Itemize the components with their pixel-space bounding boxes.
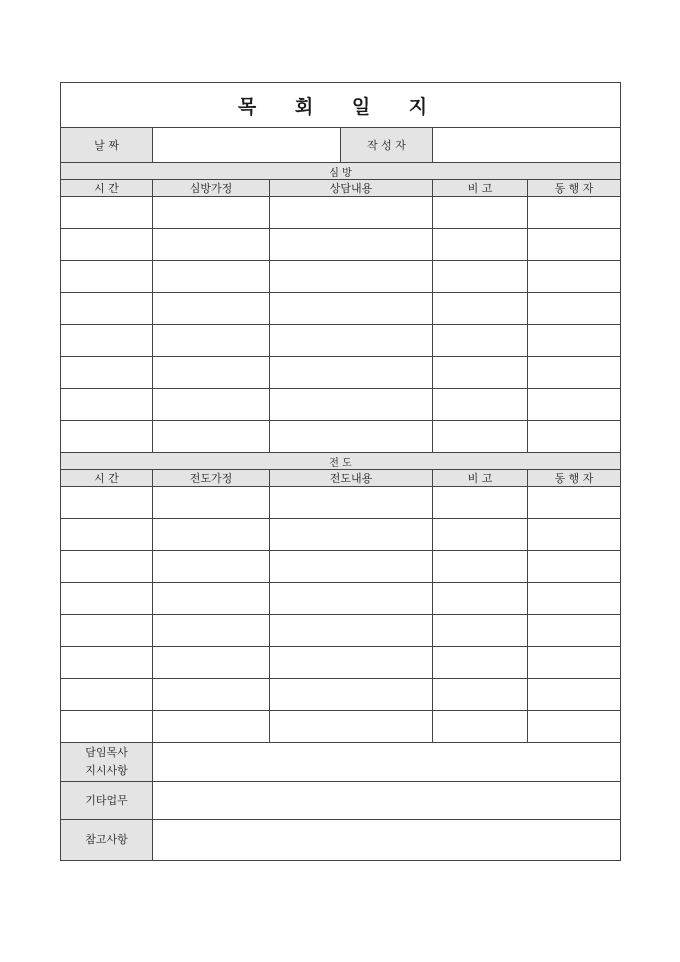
- evangelism-remarks-cell[interactable]: [433, 487, 528, 519]
- evangelism-time-cell[interactable]: [61, 487, 153, 519]
- visit-time-cell[interactable]: [61, 261, 153, 293]
- date-field[interactable]: [153, 128, 341, 163]
- visit-household-cell[interactable]: [153, 229, 270, 261]
- visit-household-cell[interactable]: [153, 293, 270, 325]
- evangelism-remarks-cell[interactable]: [433, 583, 528, 615]
- evangelism-companion-cell[interactable]: [528, 711, 621, 743]
- evangelism-companion-cell[interactable]: [528, 615, 621, 647]
- visit-table-row: [61, 293, 621, 325]
- visit-time-cell[interactable]: [61, 325, 153, 357]
- visit-remarks-cell[interactable]: [433, 293, 528, 325]
- evangelism-household-cell[interactable]: [153, 679, 270, 711]
- visit-companion-cell[interactable]: [528, 293, 621, 325]
- evangelism-table-row: [61, 615, 621, 647]
- visit-companion-cell[interactable]: [528, 229, 621, 261]
- visit-household-cell[interactable]: [153, 357, 270, 389]
- evangelism-col-content: 전도내용: [270, 470, 433, 487]
- visit-section-header: 심 방: [61, 163, 621, 180]
- other-duties-field[interactable]: [153, 782, 621, 820]
- evangelism-table-row: [61, 583, 621, 615]
- visit-remarks-cell[interactable]: [433, 197, 528, 229]
- visit-time-cell[interactable]: [61, 357, 153, 389]
- visit-remarks-cell[interactable]: [433, 357, 528, 389]
- author-field[interactable]: [433, 128, 621, 163]
- author-label: 작 성 자: [341, 128, 433, 163]
- evangelism-remarks-cell[interactable]: [433, 711, 528, 743]
- visit-content-cell[interactable]: [270, 197, 433, 229]
- evangelism-section-header: 전 도: [61, 453, 621, 470]
- visit-companion-cell[interactable]: [528, 197, 621, 229]
- visit-table-row: [61, 197, 621, 229]
- evangelism-col-remarks: 비 고: [433, 470, 528, 487]
- visit-content-cell[interactable]: [270, 261, 433, 293]
- visit-companion-cell[interactable]: [528, 261, 621, 293]
- other-duties-label: 기타업무: [61, 782, 153, 820]
- visit-table-row: [61, 389, 621, 421]
- visit-companion-cell[interactable]: [528, 357, 621, 389]
- evangelism-col-household: 전도가정: [153, 470, 270, 487]
- visit-time-cell[interactable]: [61, 389, 153, 421]
- evangelism-remarks-cell[interactable]: [433, 519, 528, 551]
- evangelism-companion-cell[interactable]: [528, 487, 621, 519]
- evangelism-time-cell[interactable]: [61, 519, 153, 551]
- evangelism-rows: [61, 487, 621, 743]
- visit-companion-cell[interactable]: [528, 325, 621, 357]
- visit-table-row: [61, 229, 621, 261]
- evangelism-content-cell[interactable]: [270, 679, 433, 711]
- evangelism-household-cell[interactable]: [153, 711, 270, 743]
- evangelism-companion-cell[interactable]: [528, 551, 621, 583]
- visit-content-cell[interactable]: [270, 325, 433, 357]
- evangelism-content-cell[interactable]: [270, 647, 433, 679]
- visit-content-cell[interactable]: [270, 293, 433, 325]
- evangelism-household-cell[interactable]: [153, 615, 270, 647]
- evangelism-table-row: [61, 679, 621, 711]
- evangelism-col-companion: 동 행 자: [528, 470, 621, 487]
- pastor-instructions-field[interactable]: [153, 743, 621, 782]
- visit-time-cell[interactable]: [61, 197, 153, 229]
- evangelism-household-cell[interactable]: [153, 647, 270, 679]
- visit-companion-cell[interactable]: [528, 389, 621, 421]
- visit-col-time: 시 간: [61, 180, 153, 197]
- evangelism-time-cell[interactable]: [61, 711, 153, 743]
- evangelism-household-cell[interactable]: [153, 487, 270, 519]
- evangelism-content-cell[interactable]: [270, 615, 433, 647]
- visit-table-row: [61, 261, 621, 293]
- evangelism-time-cell[interactable]: [61, 583, 153, 615]
- visit-household-cell[interactable]: [153, 197, 270, 229]
- evangelism-household-cell[interactable]: [153, 519, 270, 551]
- evangelism-content-cell[interactable]: [270, 711, 433, 743]
- pastor-instructions-line2: 지시사항: [85, 764, 128, 777]
- evangelism-table-row: [61, 711, 621, 743]
- evangelism-time-cell[interactable]: [61, 551, 153, 583]
- evangelism-time-cell[interactable]: [61, 679, 153, 711]
- evangelism-time-cell[interactable]: [61, 647, 153, 679]
- visit-household-cell[interactable]: [153, 421, 270, 453]
- visit-household-cell[interactable]: [153, 325, 270, 357]
- visit-col-remarks: 비 고: [433, 180, 528, 197]
- visit-remarks-cell[interactable]: [433, 229, 528, 261]
- visit-content-cell[interactable]: [270, 421, 433, 453]
- evangelism-table-row: [61, 647, 621, 679]
- visit-time-cell[interactable]: [61, 421, 153, 453]
- reference-notes-label: 참고사항: [61, 820, 153, 861]
- evangelism-table-row: [61, 551, 621, 583]
- visit-household-cell[interactable]: [153, 389, 270, 421]
- visit-col-household: 심방가정: [153, 180, 270, 197]
- visit-household-cell[interactable]: [153, 261, 270, 293]
- evangelism-household-cell[interactable]: [153, 551, 270, 583]
- date-label: 날 짜: [61, 128, 153, 163]
- visit-remarks-cell[interactable]: [433, 421, 528, 453]
- evangelism-time-cell[interactable]: [61, 615, 153, 647]
- evangelism-content-cell[interactable]: [270, 487, 433, 519]
- evangelism-table-row: [61, 487, 621, 519]
- visit-remarks-cell[interactable]: [433, 261, 528, 293]
- visit-col-counsel: 상담내용: [270, 180, 433, 197]
- evangelism-content-cell[interactable]: [270, 519, 433, 551]
- evangelism-content-cell[interactable]: [270, 583, 433, 615]
- ministry-log-form: [60, 82, 621, 861]
- visit-content-cell[interactable]: [270, 389, 433, 421]
- document-title: 목 회 일 지: [61, 83, 621, 128]
- visit-companion-cell[interactable]: [528, 421, 621, 453]
- visit-time-cell[interactable]: [61, 229, 153, 261]
- visit-remarks-cell[interactable]: [433, 389, 528, 421]
- evangelism-remarks-cell[interactable]: [433, 615, 528, 647]
- visit-table-row: [61, 421, 621, 453]
- pastor-instructions-line1: 담임목사: [85, 746, 128, 759]
- evangelism-remarks-cell[interactable]: [433, 679, 528, 711]
- evangelism-content-cell[interactable]: [270, 551, 433, 583]
- visit-content-cell[interactable]: [270, 229, 433, 261]
- evangelism-companion-cell[interactable]: [528, 583, 621, 615]
- visit-content-cell[interactable]: [270, 357, 433, 389]
- visit-rows: [61, 197, 621, 453]
- evangelism-companion-cell[interactable]: [528, 647, 621, 679]
- visit-time-cell[interactable]: [61, 293, 153, 325]
- evangelism-remarks-cell[interactable]: [433, 647, 528, 679]
- visit-table-row: [61, 357, 621, 389]
- reference-notes-field[interactable]: [153, 820, 621, 861]
- evangelism-col-time: 시 간: [61, 470, 153, 487]
- visit-col-companion: 동 행 자: [528, 180, 621, 197]
- evangelism-remarks-cell[interactable]: [433, 551, 528, 583]
- evangelism-table-row: [61, 519, 621, 551]
- evangelism-household-cell[interactable]: [153, 583, 270, 615]
- pastor-instructions-label: [61, 743, 153, 782]
- visit-remarks-cell[interactable]: [433, 325, 528, 357]
- evangelism-companion-cell[interactable]: [528, 519, 621, 551]
- evangelism-companion-cell[interactable]: [528, 679, 621, 711]
- visit-table-row: [61, 325, 621, 357]
